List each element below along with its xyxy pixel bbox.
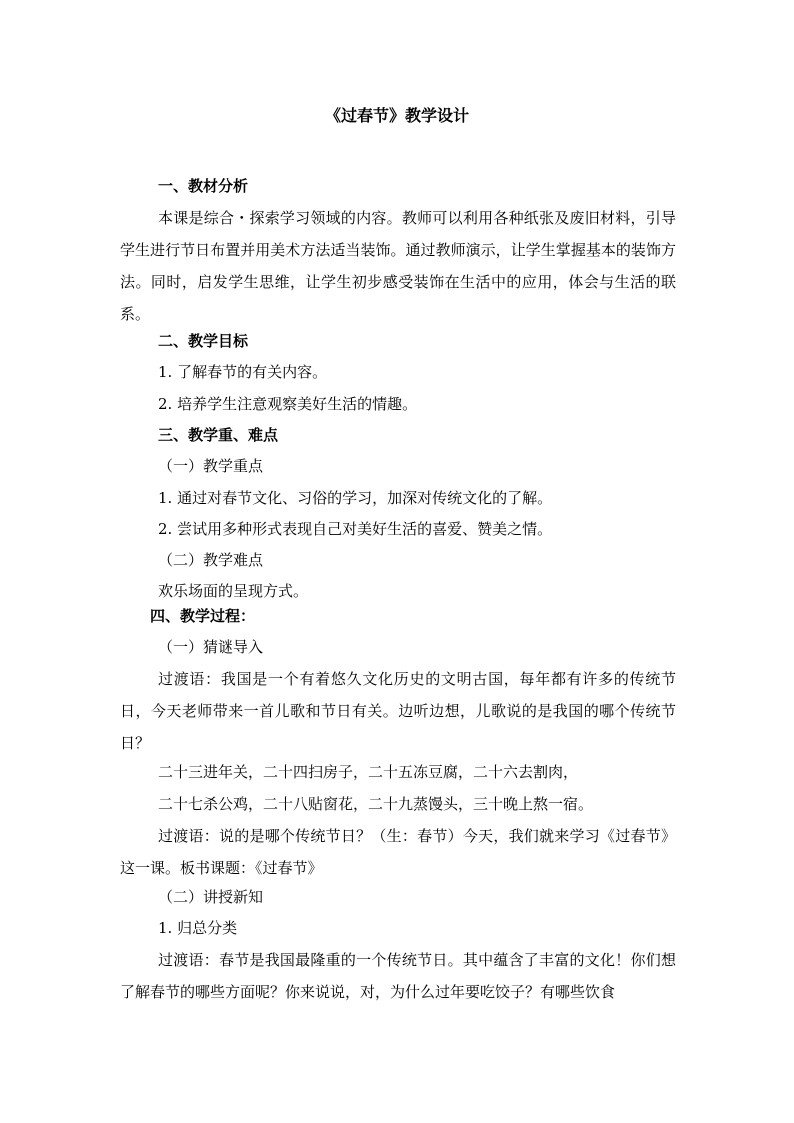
paragraph-analysis: 本课是综合・探索学习领域的内容。教师可以利用各种纸张及废旧材料，引导学生进行节日布置并用美术方法适当装饰。通过教师演示，让学生掌握基本的装饰方法。同时，启发学生思维，让学生初步感受装饰在生活中的应用，体会与生活的联系。 xyxy=(120,209,676,323)
difficulty-text: 欢乐场面的呈现方式。 xyxy=(158,582,309,600)
subheading-difficulties: （二）教学难点 xyxy=(158,551,264,569)
key-point-item-1: 1. 通过对春节文化、习俗的学习，加深对传统文化的了解。 xyxy=(158,489,553,507)
paragraph-transition-1: 过渡语：我国是一个有着悠久文化历史的文明古国，每年都有许多的传统节日，今天老师带来一首儿歌和节日有关。边听边想，儿歌说的是我国的哪个传统节日？ xyxy=(120,670,676,752)
section-heading-objectives: 二、教学目标 xyxy=(158,332,249,350)
rhyme-line-1: 二十三进年关，二十四扫房子，二十五冻豆腐，二十六去割肉， xyxy=(158,763,579,781)
key-point-item-2: 2. 尝试用多种形式表现自己对美好生活的喜爱、赞美之情。 xyxy=(158,520,553,538)
objective-item-2: 2. 培养学生注意观察美好生活的情趣。 xyxy=(158,395,418,413)
objective-item-1: 1. 了解春节的有关内容。 xyxy=(158,363,328,381)
paragraph-transition-3: 过渡语：春节是我国最隆重的一个传统节日。其中蕴含了丰富的文化！你们想了解春节的哪些方面呢？你来说说，对，为什么过年要吃饺子？有哪些饮食 xyxy=(120,951,676,1001)
document-title: 《过春节》教学设计 xyxy=(324,106,469,125)
subheading-new-knowledge: （二）讲授新知 xyxy=(158,888,264,906)
subheading-riddle-intro: （一）猜谜导入 xyxy=(158,638,264,656)
section-heading-key-points: 三、教学重、难点 xyxy=(158,426,279,444)
subheading-key-points: （一）教学重点 xyxy=(158,457,264,475)
item-summary-classify: 1. 归总分类 xyxy=(158,919,238,937)
section-heading-process: 四、教学过程： xyxy=(150,607,256,625)
section-heading-analysis: 一、教材分析 xyxy=(158,177,249,195)
rhyme-line-2: 二十七杀公鸡，二十八贴窗花，二十九蒸馒头，三十晚上熬一宿。 xyxy=(158,795,594,813)
paragraph-transition-2: 过渡语：说的是哪个传统节日？（生：春节）今天，我们就来学习《过春节》这一课。板书课题：《过春节》 xyxy=(120,827,676,877)
